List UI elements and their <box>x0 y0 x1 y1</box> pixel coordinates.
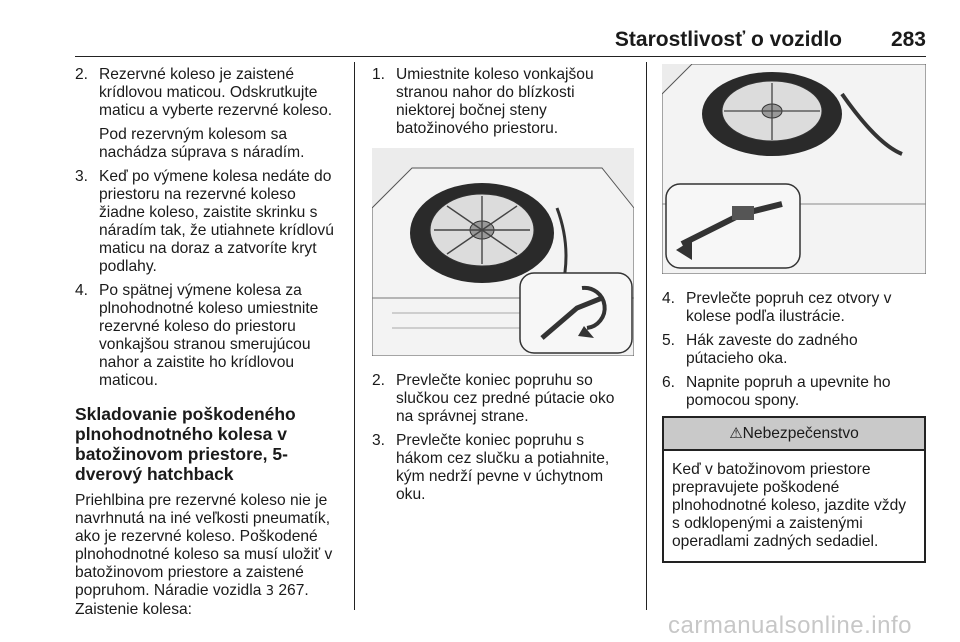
page-number: 283 <box>890 28 926 51</box>
page-reference-link[interactable]: 267. <box>278 582 309 599</box>
list-item-step-3 <box>372 432 634 504</box>
warning-body: Keď v batožinovom priestore prepravujete poškodené plnohodnotné koleso, jazdite vždy s odklopenými a zaistenými operadlami zadných sedadiel. <box>672 461 907 550</box>
step-text: Napnite popruh a upevnite ho pomocou spony. <box>686 374 891 409</box>
step-text: Umiestnite koleso vonkajšou stranou nahor do blízkosti niektorej bočnej steny batožinového priestoru. <box>396 66 594 137</box>
paragraph-text: Priehlbina pre rezervné koleso nie je navrhnutá na iné veľkosti pneumatík, ako je rezervné koleso. Poškodené plnohodnotné koleso sa musí uložiť v batožinovom priestore a zaistené popruhom. Náradie vozidla <box>75 492 333 599</box>
column-3 <box>662 64 926 563</box>
warning-triangle-icon: ⚠ <box>729 424 743 442</box>
strap-securing-drawing <box>662 64 926 274</box>
list-item-step-2 <box>75 66 345 120</box>
step-2-note: Pod rezervným kolesom sa nachádza súprava s náradím. <box>99 126 305 161</box>
step-number: 1. <box>372 66 386 83</box>
warning-header <box>664 418 924 451</box>
step-number: 2. <box>75 66 89 83</box>
warning-title: Nebezpečenstvo <box>742 425 859 442</box>
list-item-step-5 <box>662 332 926 368</box>
step-text: Hák zaveste do zadného pútacieho oka. <box>686 332 858 367</box>
header-rule <box>75 56 926 57</box>
step-number: 3. <box>372 432 386 449</box>
watermark: carmanualsonline.info <box>668 612 912 639</box>
paragraph-end: Zaistenie kolesa: <box>75 601 193 618</box>
step-text: Prevlečte koniec popruhu so slučkou cez predné pútacie oko na správnej strane. <box>396 372 615 425</box>
illustration-strap-securing <box>662 64 926 274</box>
step-text: Prevlečte popruh cez otvory v kolese podľa ilustrácie. <box>686 290 892 325</box>
column-1 <box>75 66 345 619</box>
step-number: 5. <box>662 332 676 349</box>
step-number: 3. <box>75 168 89 185</box>
column-2 <box>372 66 634 510</box>
step-text: Prevlečte koniec popruhu s hákom cez slučku a potiahnite, kým nedrží pevne v úchytnom oku. <box>396 432 610 503</box>
list-item-step-3 <box>75 168 345 276</box>
page-title: Starostlivosť o vozidlo <box>614 28 842 51</box>
column-divider-1 <box>354 62 355 610</box>
list-item-step-6 <box>662 374 926 410</box>
list-item-step-4 <box>662 290 926 326</box>
wheel-in-trunk-drawing <box>372 148 634 356</box>
step-number: 4. <box>75 282 89 299</box>
step-number: 4. <box>662 290 676 307</box>
step-text: Po spätnej výmene kolesa za plnohodnotné koleso umiestnite rezervné koleso do priestoru vonkajšou stranou smerujúcou nahor a zaistite ho krídlovou maticou. <box>99 282 319 389</box>
section-heading: Skladovanie poškodeného plnohodnotného kolesa v batožinovom priestore, 5-dverový hatchback <box>75 404 296 484</box>
step-number: 2. <box>372 372 386 389</box>
step-text: Rezervné koleso je zaistené krídlovou maticou. Odskrutkujte maticu a vyberte rezervné koleso. <box>99 66 333 119</box>
page-header <box>0 0 960 56</box>
illustration-wheel-in-trunk <box>372 148 634 356</box>
step-number: 6. <box>662 374 676 391</box>
step-text: Keď po výmene kolesa nedáte do priestoru na rezervné koleso žiadne koleso, zaistite skrinku s náradím tak, že utiahnete krídlovú maticu na doraz a zatvoríte kryt podlahy. <box>99 168 334 275</box>
section-paragraph <box>75 492 345 619</box>
page-reference-icon: 3 <box>265 584 274 599</box>
column-divider-2 <box>646 62 647 610</box>
warning-box <box>662 416 926 563</box>
list-item-step-2 <box>372 372 634 426</box>
list-item-step-4 <box>75 282 345 390</box>
list-item-step-1 <box>372 66 634 138</box>
